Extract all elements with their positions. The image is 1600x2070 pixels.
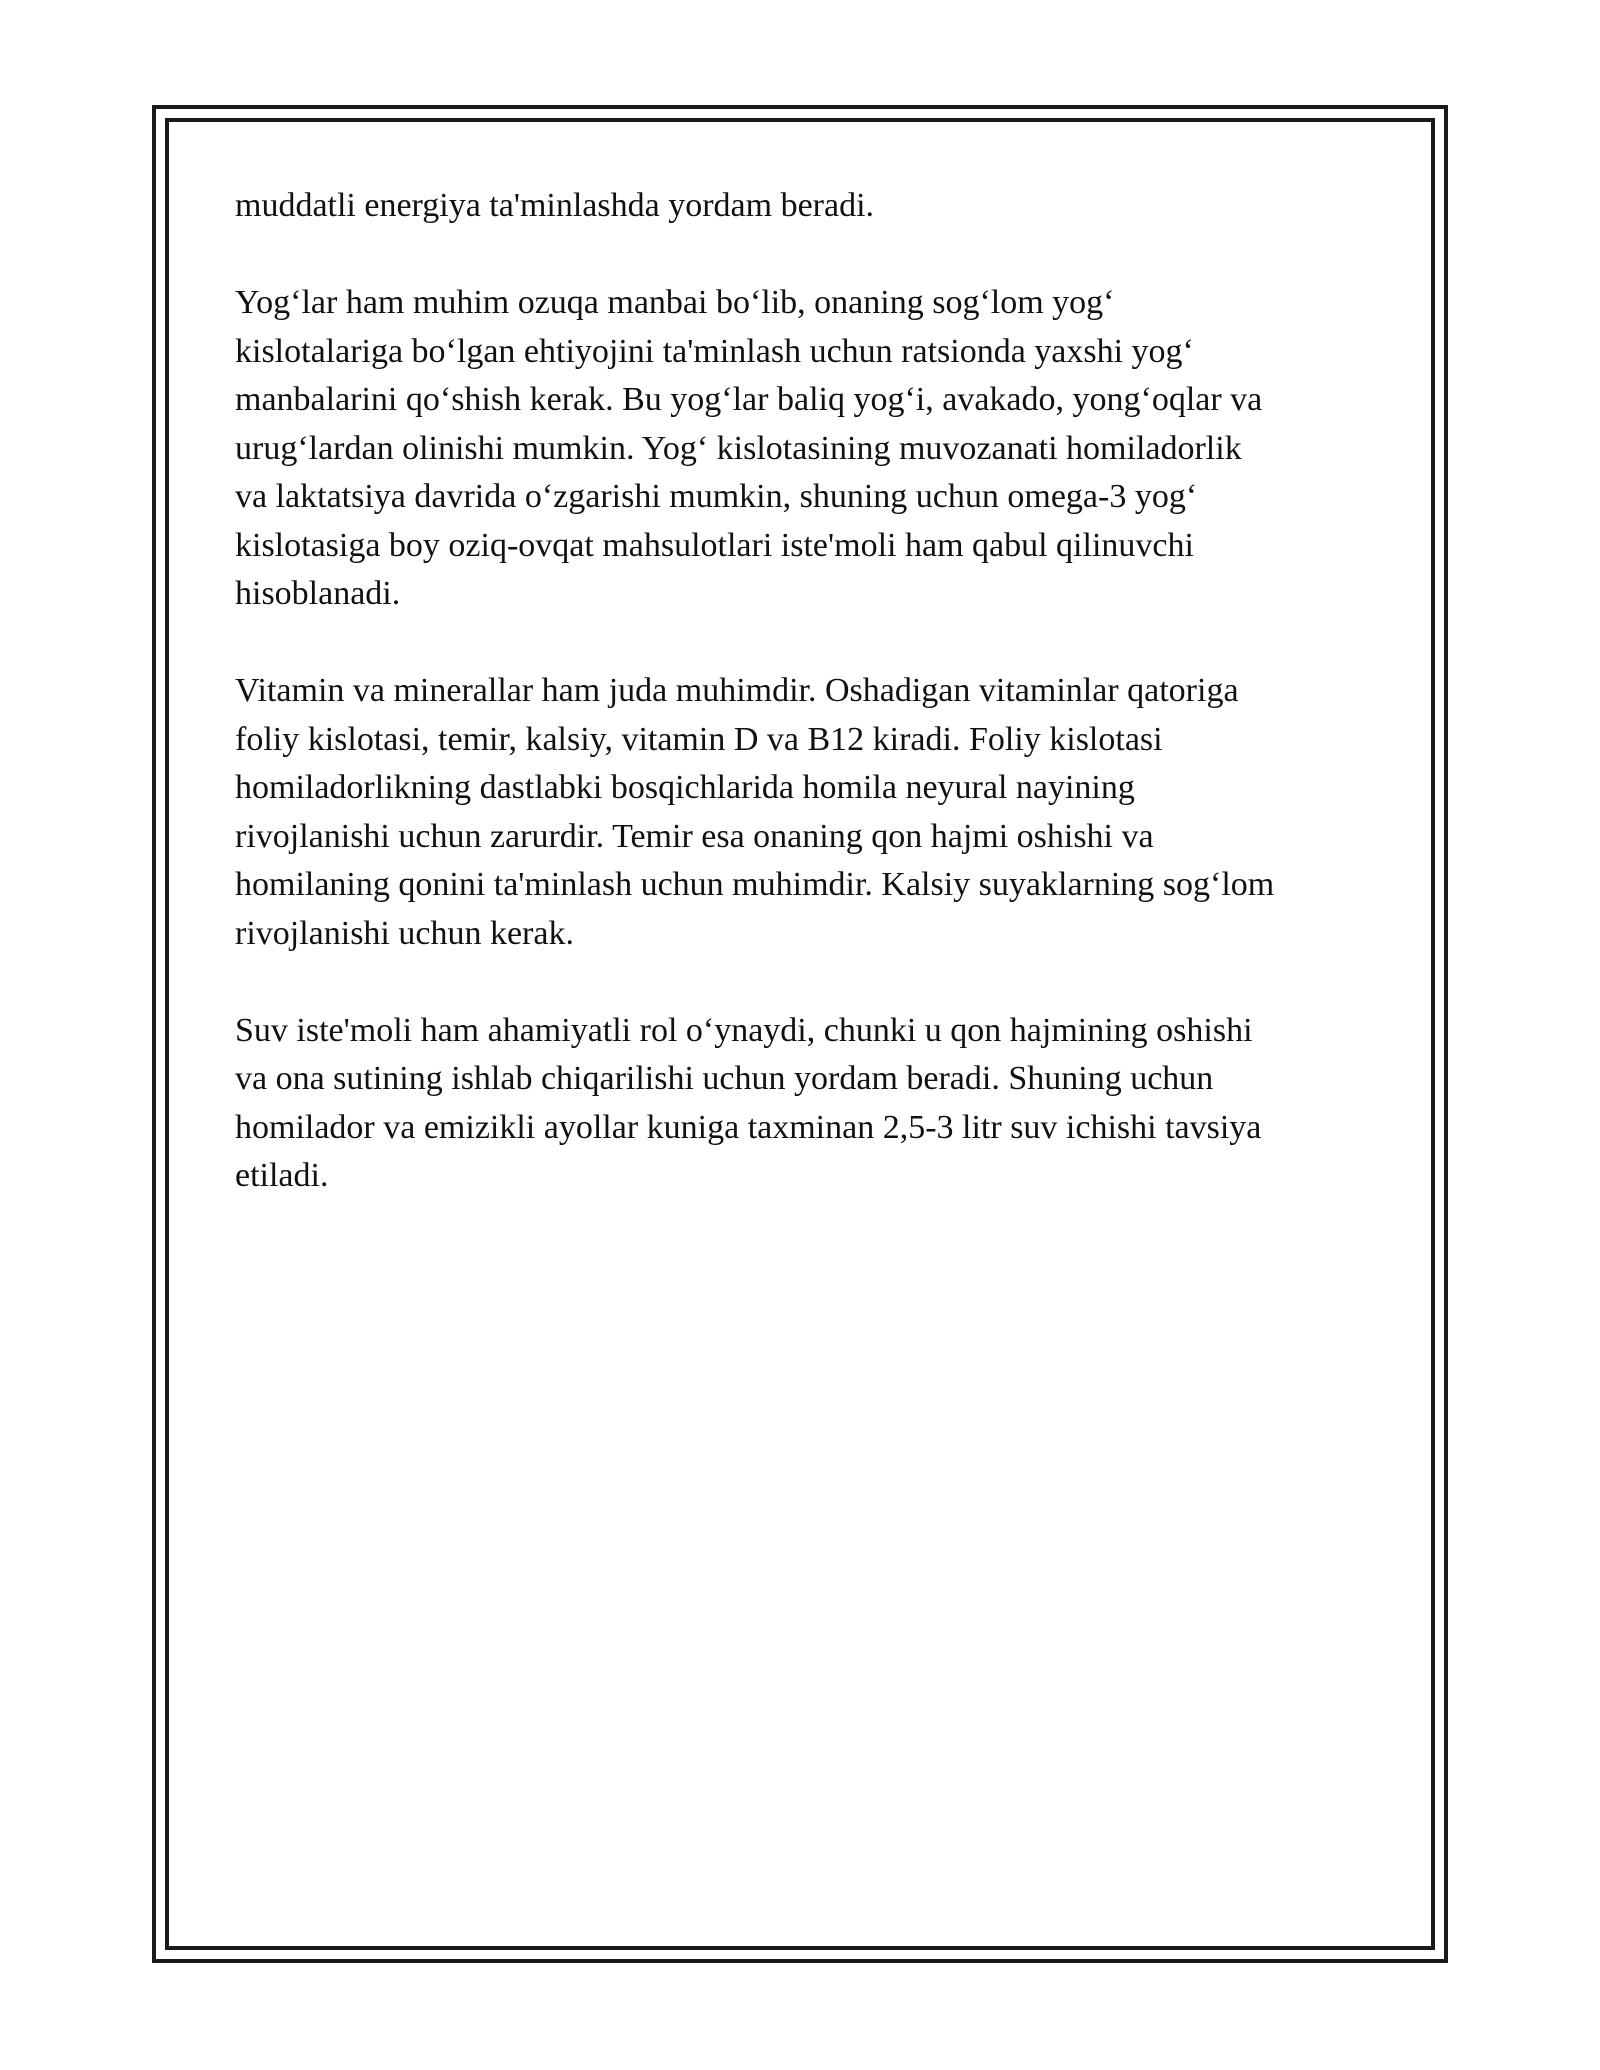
paragraph-2 xyxy=(235,279,1375,619)
paragraph-4 xyxy=(235,1007,1375,1201)
text-line: muddatli energiya ta'minlashda yordam beradi. xyxy=(235,187,875,224)
text-line: homilador va emizikli ayollar kuniga taxminan 2,5-3 litr suv ichishi tavsiya xyxy=(235,1108,1262,1146)
text-line: kislotasiga boy oziq-ovqat mahsulotlari iste'moli ham qabul qilinuvchi xyxy=(235,526,1194,564)
text-line: va laktatsiya davrida o‘zgarishi mumkin, shuning uchun omega-3 yog‘ xyxy=(235,478,1198,515)
text-line: urug‘lardan olinishi mumkin. Yog‘ kislotasining muvozanati homiladorlik xyxy=(235,429,1242,467)
text-line: kislotalariga bo‘lgan ehtiyojini ta'minlash uchun ratsionda yaxshi yog‘ xyxy=(235,332,1194,370)
text-line: rivojlanishi uchun kerak. xyxy=(235,914,574,952)
text-line: va ona sutining ishlab chiqarilishi uchun yordam beradi. Shuning uchun xyxy=(235,1060,1214,1097)
text-line: Vitamin va minerallar ham juda muhimdir. Oshadigan vitaminlar qatoriga xyxy=(235,672,1239,709)
text-line: Yog‘lar ham muhim ozuqa manbai bo‘lib, onaning sog‘lom yog‘ xyxy=(235,284,1115,321)
paragraph-1 xyxy=(235,182,1375,231)
text-line: manbalarini qo‘shish kerak. Bu yog‘lar baliq yog‘i, avakado, yong‘oqlar va xyxy=(235,381,1263,418)
paragraph-3 xyxy=(235,667,1375,958)
text-line: homiladorlikning dastlabki bosqichlarida homila neyural nayining xyxy=(235,769,1135,806)
text-line: Suv iste'moli ham ahamiyatli rol o‘ynaydi, chunki u qon hajmining oshishi xyxy=(235,1011,1253,1049)
text-line: hisoblanadi. xyxy=(235,575,401,612)
text-line: homilaning qonini ta'minlash uchun muhimdir. Kalsiy suyaklarning sog‘lom xyxy=(235,866,1275,903)
document-body xyxy=(235,182,1375,1249)
text-line: etiladi. xyxy=(235,1157,329,1194)
text-line: foliy kislotasi, temir, kalsiy, vitamin D va B12 kiradi. Foliy kislotasi xyxy=(235,720,1163,758)
text-line: rivojlanishi uchun zarurdir. Temir esa onaning qon hajmi oshishi va xyxy=(235,817,1154,855)
